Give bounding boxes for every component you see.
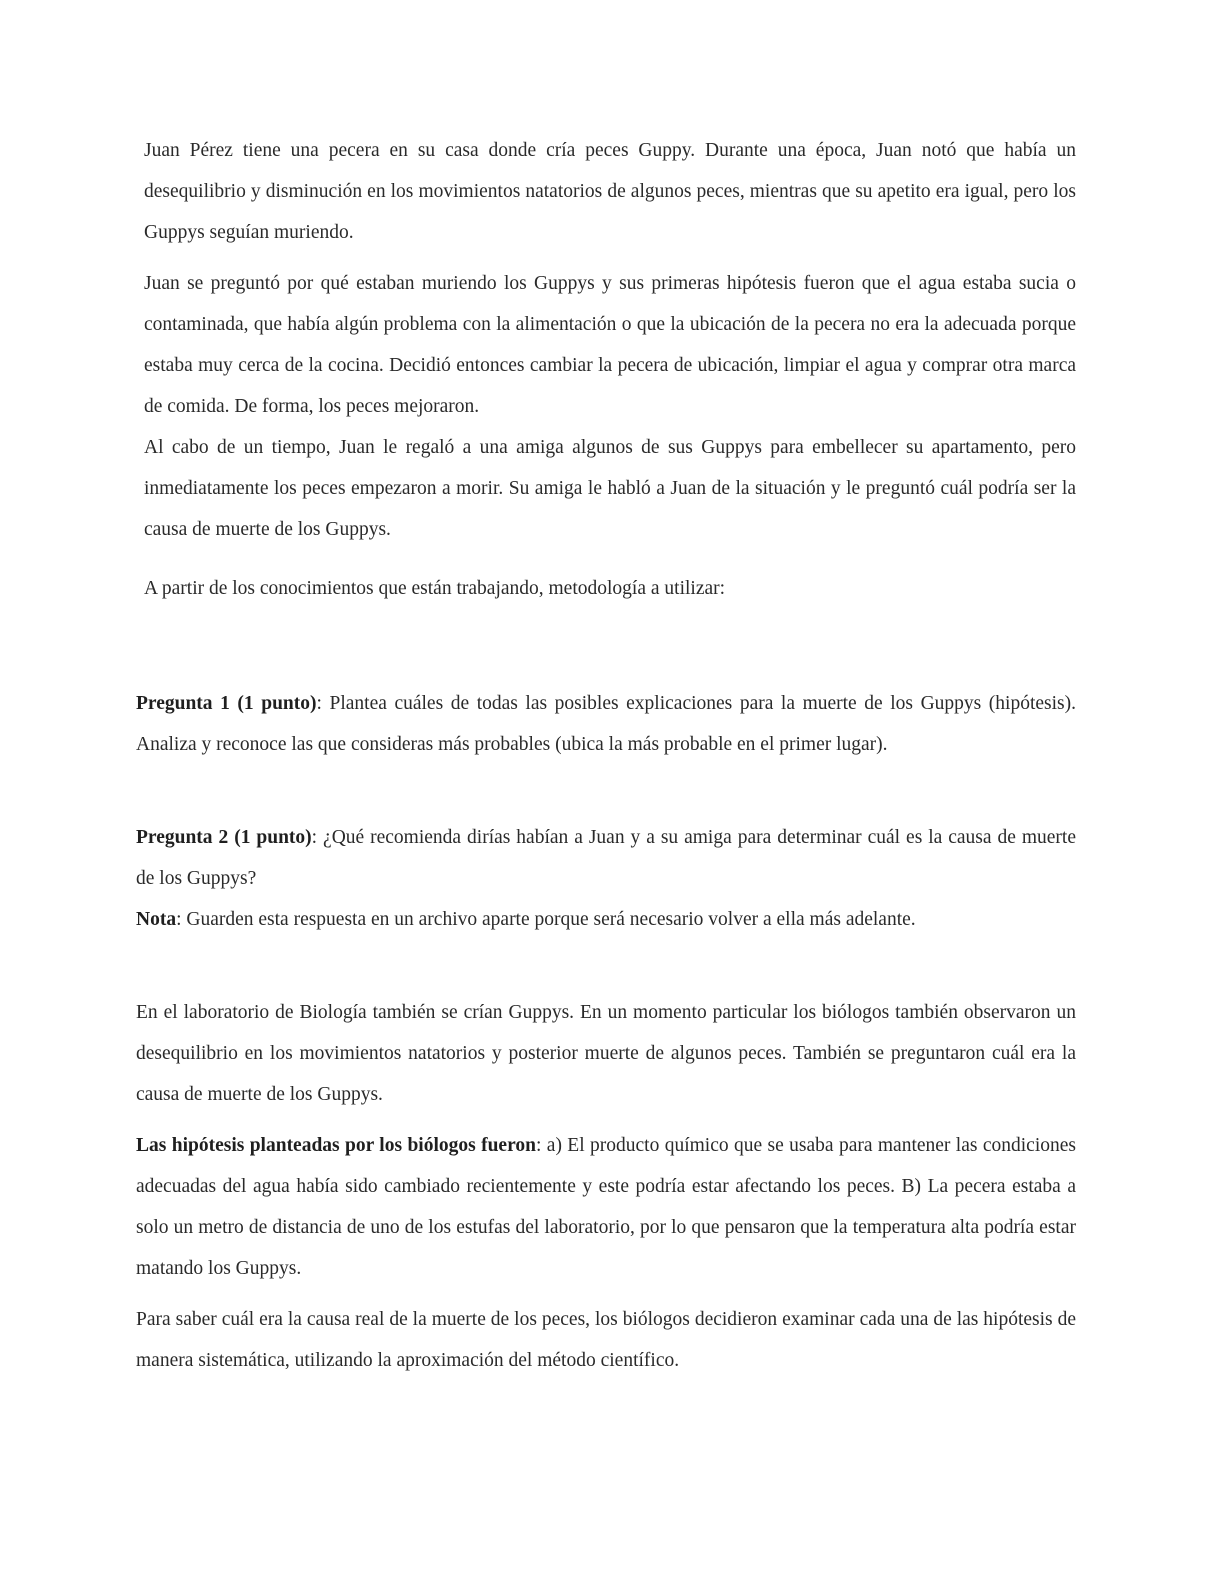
lab-paragraph-2	[136, 1125, 1076, 1289]
intro-paragraph-1: Juan Pérez tiene una pecera en su casa donde cría peces Guppy. Durante una época, Juan notó que había un desequilibrio y disminución en los movimientos natatorios de algunos peces, mientras que su apetito era igual, pero los Guppys seguían muriendo.	[144, 140, 1076, 243]
note-text: : Guarden esta respuesta en un archivo aparte porque será necesario volver a ella más adelante.	[176, 909, 916, 930]
question-1-paragraph	[136, 683, 1076, 765]
question-2-text: : ¿Qué recomienda dirías habían a Juan y a su amiga para determinar cuál es la causa de muerte de los Guppys?	[136, 827, 1076, 889]
intro-section	[136, 130, 1076, 609]
question-2-label: Pregunta 2 (1 punto)	[136, 827, 312, 848]
intro-paragraph-4: A partir de los conocimientos que están trabajando, metodología a utilizar:	[144, 578, 726, 599]
hypotheses-label: Las hipótesis planteadas por los biólogos fueron	[136, 1135, 536, 1156]
note-paragraph	[136, 899, 1076, 940]
hypotheses-text: : a) El producto químico que se usaba para mantener las condiciones adecuadas del agua había sido cambiado recientemente y este podría estar afectando los peces. B) La pecera estaba a solo un metro de distancia de uno de los estufas del laboratorio, por lo que pensaron que la temperatura alta podría estar matando los Guppys.	[136, 1135, 1076, 1279]
laboratory-section	[136, 992, 1076, 1381]
intro-paragraph-3: Al cabo de un tiempo, Juan le regaló a una amiga algunos de sus Guppys para embellecer su apartamento, pero inmediatamente los peces empezaron a morir. Su amiga le habló a Juan de la situación y le preguntó cuál podría ser la causa de muerte de los Guppys.	[144, 437, 1076, 540]
question-1-text: : Plantea cuáles de todas las posibles explicaciones para la muerte de los Guppys (hipótesis). Analiza y reconoce las que consideras más probables (ubica la más probable en el primer lugar).	[136, 693, 1076, 755]
question-2-paragraph	[136, 817, 1076, 899]
intro-paragraph-2: Juan se preguntó por qué estaban muriendo los Guppys y sus primeras hipótesis fueron que el agua estaba sucia o contaminada, que había algún problema con la alimentación o que la ubicación de la pecera no era la adecuada porque estaba muy cerca de la cocina. Decidió entonces cambiar la pecera de ubicación, limpiar el agua y comprar otra marca de comida. De forma, los peces mejoraron.	[144, 273, 1076, 417]
question-2-section	[136, 817, 1076, 940]
note-label: Nota	[136, 909, 177, 930]
document-page	[136, 130, 1076, 1381]
question-1-section	[136, 683, 1076, 765]
lab-paragraph-1: En el laboratorio de Biología también se crían Guppys. En un momento particular los biólogos también observaron un desequilibrio en los movimientos natatorios y posterior muerte de algunos peces. También se preguntaron cuál era la causa de muerte de los Guppys.	[136, 1002, 1076, 1105]
question-1-label: Pregunta 1 (1 punto)	[136, 693, 317, 714]
lab-paragraph-3: Para saber cuál era la causa real de la muerte de los peces, los biólogos decidieron examinar cada una de las hipótesis de manera sistemática, utilizando la aproximación del método científico.	[136, 1309, 1076, 1371]
